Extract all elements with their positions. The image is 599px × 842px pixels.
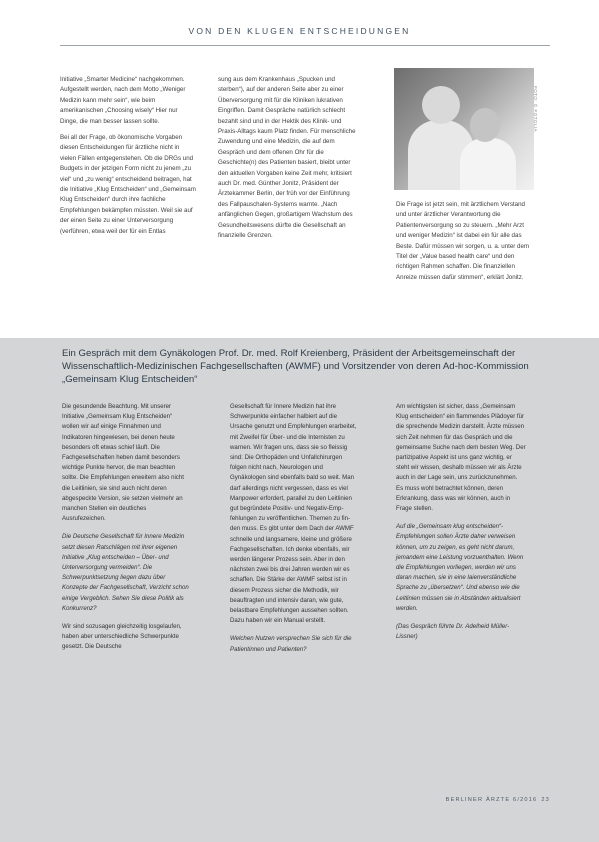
interview-column-3 bbox=[396, 402, 526, 650]
article-column-3 bbox=[396, 200, 534, 283]
interview-question: Die Deutsche Gesellschaft für Innere Medizin setzt diesen Ratschlägen mit ihrer eigenen Initiative „Klug entscheiden – Über- und Unterversorgung vermeiden“. Die Schwerpunktsetzung liegen dazu über Konzepte der Fachgesellschaft, Verzicht schon einige Vergeblich. Sehen Sie diese Politik als Konkurrenz? bbox=[62, 533, 189, 612]
article-photo bbox=[394, 68, 534, 190]
page-number: 23 bbox=[541, 797, 550, 803]
interview-headline: Ein Gespräch mit dem Gynäkologen Prof. Dr. med. Rolf Kreienberg, Präsident der Arbeitsgemeinschaft der Wissenschaftlich-Medizinischen Fachgesellschaften (AWMF) und Vorsitzender von deren Ad-hoc-Kommission „Gemeinsam Klug Entscheiden“ bbox=[62, 348, 529, 385]
article-column-1 bbox=[60, 75, 196, 237]
header-divider bbox=[60, 45, 550, 46]
paragraph: Die Frage ist jetzt sein, mit ärztlichem Verstand und unter ärztlicher Verantwortung die Patientenversorgung so zu steuern. „Mehr Arzt und weniger Medizin“ ist dabei ein für alle das Beste. Dafür müssen wir sorgen, u. a. unter dem Titel der „Value based health care“ und den richtigen Rahmen schaffen. Die finanziellen Anreize müssen dafür stimmen“, erklärt Jonitz. bbox=[396, 201, 530, 281]
running-head: VON DEN KLUGEN ENTSCHEIDUNGEN bbox=[188, 26, 411, 36]
paragraph: Bei all der Frage, ob ökonomische Vorgaben diesen Entscheidungen für ärztliche nicht in vielen Fällen entgegenstehen. Ob die DRGs und Budgets in der jetzigen Form nicht zu jenem „zu viel“ und „zu wenig“ entscheidend beitragen, hat die Initiative „Klug Entscheiden“ und „Gemeinsam Klug Entscheiden“ durch ihre fachliche Empfehlungen bekämpfen müssten. Weil sie auf der einen Seite zu einer Unterversorgung (verführen, etwa weil der für ein Entlas bbox=[60, 134, 196, 235]
interview-answer: Die gesundende Beachtung. Mit unserer Initiative „Gemeinsam Klug Entscheiden“ wollen wir auf einige Finnahmen und Indikatoren hingewiesen, bei denen heute besonders oft etwas schief läuft. Die Fachgesellschaften heben damit besonders wichtige Punkte hervor, die man beachten sollte. Die Empfehlungen erweitern also nicht die Leitlinien, sie sind auch nicht deren abgespeckte Version, sie setzen vielmehr an manchen Stellen ein deutliches Ausrufezeichen. bbox=[62, 403, 184, 523]
article-column-2 bbox=[218, 75, 358, 242]
interview-column-1 bbox=[62, 402, 190, 661]
interview-credit: (Das Gespräch führte Dr. Adelheid Müller-Lissner) bbox=[396, 623, 510, 641]
interview-answer: Wir sind sozusagen gleichzeitig losgelaufen, haben aber unterschiedliche Schwerpunkte gesetzt. Die Deutsche bbox=[62, 623, 182, 651]
interview-question: Auf die „Gemeinsam klug entscheiden“-Empfehlungen sollen Ärzte daher verweisen können, um zu zeigen, es geht nicht darum, jemandem eine Leistung vorzuenthalten. Wenn die Empfehlungen vorliegen, werden wir uns daran machen, sie in eine laienverständliche Sprache zu „übersetzen“. Und ebenso wie die Leitlinien müssen sie in Abständen aktualisiert werden. bbox=[396, 523, 524, 612]
interview-column-2 bbox=[230, 402, 358, 663]
interview-question: Welchen Nutzen versprechen Sie sich für die Patientinnen und Patienten? bbox=[230, 635, 352, 653]
page-footer bbox=[440, 797, 550, 803]
paragraph: Initiative „Smarter Medicine“ nachgekommen. Aufgestellt werden, nach dem Motto „Weniger Medizin kann mehr sein“, wie beim amerikanischen „Choosing wisely“ Hier nur Dinge, die man besser lassen sollte. bbox=[60, 76, 186, 125]
interview-answer: Am wichtigsten ist sicher, dass „Gemeinsam Klug entscheiden“ ein flammendes Plädoyer für die sprechende Medizin darstellt. Ärzte müssen sich Zeit nehmen für das Gespräch und die gemeinsame Suche nach dem besten Weg. Der partizipative Aspekt ist uns ganz wichtig, er steht wir wissen, deshalb müssen wir als Ärzte auch in der Lage sein, uns zurückzunehmen. Es muss wohl betrachtet können, deren Erkrankung, dass was wir können, auch in Frage stellen. bbox=[396, 403, 526, 513]
journal-name: BERLINER ÄRZTE 6/2016 bbox=[445, 797, 538, 803]
interview-answer: Gesellschaft für Innere Medizin hat ihre Schwerpunkte einfacher halbiert auf die Ursache genutzt und Empfehlungen erarbeitet, mit Zweifel für Über- und die Internisten zu warnen. Wir fragen uns, dass sie so fleissig sind: Die Orthopäden und Unfallchirurgen folgen nicht nach, Neurologen und Gynäkologen sind ebenfalls bald so weit. Man darf allerdings nicht vergessen, dass es viel Manpower erfordert, parallel zu den Leitlinien gut begründete Positiv- und Negativ-Empfehlungen zu veröffentlichen. Themen zu finden muss. Es gibt unter dem Dach der AWMF schnelle und langsamere, kleine und größere Fachgesellschaften. Ich denke ebenfalls, wir werden längerer Prozess sein. Aber in den nächsten zwei bis drei Jahren werden wir es schaffen. Die Stärke der AWMF selbst ist in diesem Prozess sicher die Methodik, wir beauftragten und intensiv daran, wie gute, belastbare Empfehlungen aussehen sollten. Dazu haben wir ein Manual erstellt. bbox=[230, 403, 357, 625]
paragraph: sung aus dem Krankenhaus „Spucken und sterben“), auf der anderen Seite aber zu einer Überversorgung mit für die Kliniken lukrativen Eingriffen. Damit Gespräche natürlich schlecht bezahlt sind und in der Hektik des Klinik- und Praxis-Alltags kaum Platz finden. Für menschliche Zuwendung und eine Medizin, die auf dem Gespräch und dem offenen Ohr für die Geschichte(n) des Patienten basiert, bleibt unter den aktuellen Vorgaben keine Zeit mehr, kritisiert auch Dr. med. Günther Jonitz, Präsident der Ärztekammer Berlin, der früh vor der Einführung des Fallpauschalen-Systems warnte. „Nach anfänglichen Gegen, großartigem Wachstum des Gesundheitswesens dürfte die Gesellschaft an finanzielle Grenzen. bbox=[218, 76, 356, 240]
photo-credit: FOTO: © FOTOLIA bbox=[533, 86, 538, 133]
